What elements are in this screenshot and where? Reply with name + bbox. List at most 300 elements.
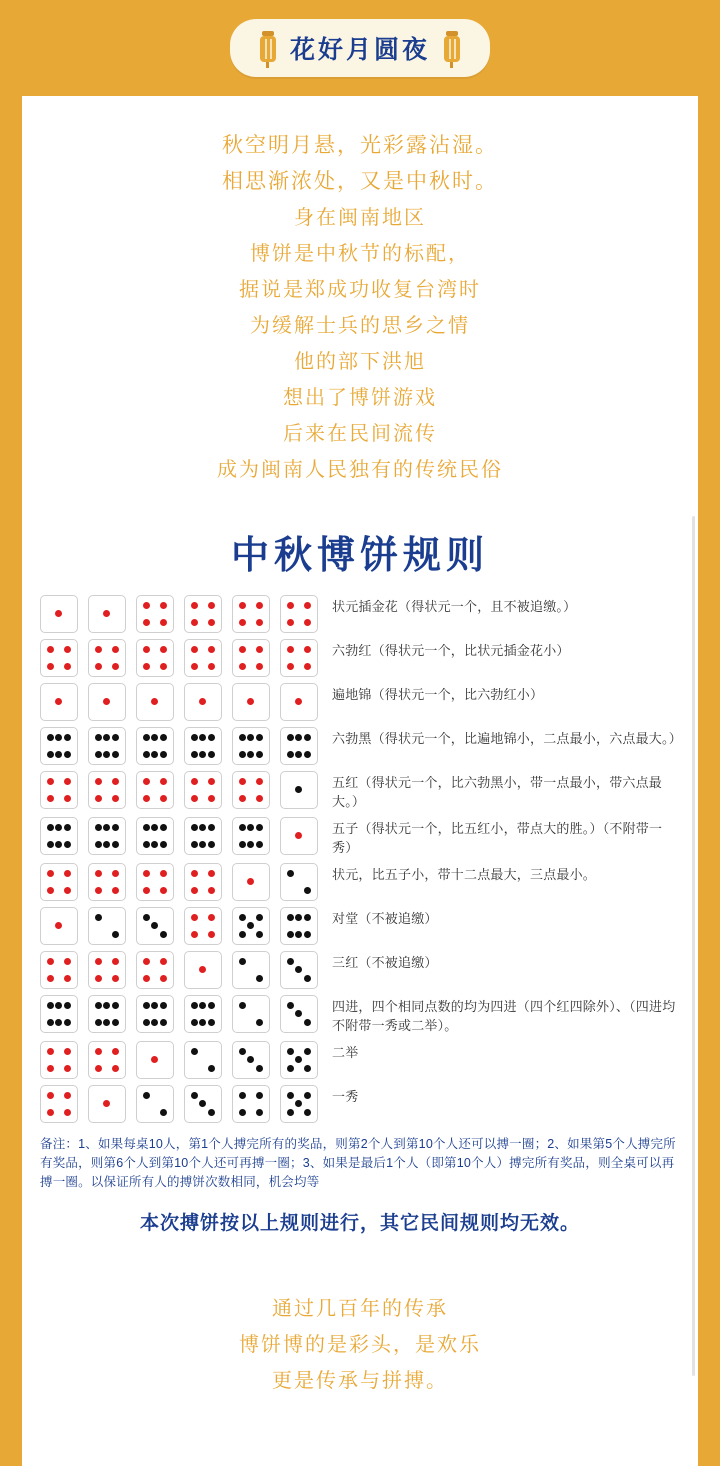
dice-rules-table bbox=[40, 595, 680, 1123]
die-pip bbox=[103, 1100, 110, 1107]
die-pip bbox=[160, 734, 167, 741]
die-pip bbox=[143, 1002, 150, 1009]
die-pip bbox=[143, 841, 150, 848]
die-pip bbox=[55, 698, 62, 705]
die-pip bbox=[287, 602, 294, 609]
die-pip bbox=[160, 751, 167, 758]
die-pip bbox=[143, 958, 150, 965]
die-6 bbox=[88, 817, 126, 855]
rules-final-note: 本次搏饼按以上规则进行，其它民间规则均无效。 bbox=[139, 1213, 580, 1234]
die-pip bbox=[304, 1048, 311, 1055]
die-pip bbox=[95, 1019, 102, 1026]
die-pip bbox=[239, 663, 246, 670]
die-pip bbox=[103, 698, 110, 705]
die-pip bbox=[208, 602, 215, 609]
die-4 bbox=[136, 639, 174, 677]
die-pip bbox=[239, 931, 246, 938]
die-2 bbox=[88, 907, 126, 945]
die-1 bbox=[136, 683, 174, 721]
die-3 bbox=[280, 995, 318, 1033]
dice-rule-row bbox=[40, 907, 680, 945]
die-pip bbox=[239, 751, 246, 758]
dice-group bbox=[40, 1085, 318, 1123]
dice-rule-description: 遍地锦（得状元一个，比六勃红小） bbox=[332, 687, 544, 702]
die-4 bbox=[40, 771, 78, 809]
die-pip bbox=[151, 698, 158, 705]
lantern-icon bbox=[260, 31, 276, 65]
lantern-icon bbox=[444, 31, 460, 65]
die-pip bbox=[143, 663, 150, 670]
die-6 bbox=[280, 727, 318, 765]
die-pip bbox=[239, 795, 246, 802]
scrollbar[interactable] bbox=[692, 516, 695, 1376]
die-pip bbox=[112, 887, 119, 894]
die-pip bbox=[199, 841, 206, 848]
die-pip bbox=[239, 734, 246, 741]
die-pip bbox=[103, 841, 110, 848]
die-pip bbox=[55, 751, 62, 758]
die-pip bbox=[256, 619, 263, 626]
die-pip bbox=[112, 1048, 119, 1055]
die-1 bbox=[280, 817, 318, 855]
die-pip bbox=[95, 1002, 102, 1009]
die-pip bbox=[112, 975, 119, 982]
die-pip bbox=[191, 1019, 198, 1026]
die-pip bbox=[112, 1065, 119, 1072]
die-pip bbox=[287, 619, 294, 626]
die-4 bbox=[40, 1085, 78, 1123]
die-pip bbox=[64, 1019, 71, 1026]
die-pip bbox=[47, 795, 54, 802]
die-1 bbox=[280, 683, 318, 721]
die-4 bbox=[232, 595, 270, 633]
die-pip bbox=[191, 914, 198, 921]
die-pip bbox=[304, 602, 311, 609]
die-pip bbox=[256, 975, 263, 982]
die-pip bbox=[143, 751, 150, 758]
dice-rule-row bbox=[40, 683, 680, 721]
closing-line: 通过几百年的传承 bbox=[272, 1298, 448, 1320]
die-pip bbox=[151, 734, 158, 741]
die-pip bbox=[143, 887, 150, 894]
dice-group bbox=[40, 683, 318, 721]
die-pip bbox=[112, 734, 119, 741]
die-pip bbox=[47, 734, 54, 741]
dice-group bbox=[40, 863, 318, 901]
die-pip bbox=[191, 887, 198, 894]
dice-rule-description: 状元插金花（得状元一个，且不被追缴。） bbox=[332, 599, 577, 614]
poem-line: 博饼是中秋节的标配， bbox=[250, 243, 470, 265]
die-pip bbox=[208, 1065, 215, 1072]
die-pip bbox=[247, 698, 254, 705]
die-pip bbox=[160, 1109, 167, 1116]
die-pip bbox=[103, 734, 110, 741]
dice-rule-row bbox=[40, 1085, 680, 1123]
dice-rule-row bbox=[40, 863, 680, 901]
die-pip bbox=[208, 1019, 215, 1026]
die-6 bbox=[88, 727, 126, 765]
dice-group bbox=[40, 639, 318, 677]
die-pip bbox=[47, 841, 54, 848]
dice-rule-description: 状元，比五子小，带十二点最大，三点最小。 bbox=[332, 867, 597, 882]
die-pip bbox=[160, 778, 167, 785]
die-pip bbox=[208, 778, 215, 785]
die-6 bbox=[232, 817, 270, 855]
die-6 bbox=[280, 907, 318, 945]
die-pip bbox=[47, 1092, 54, 1099]
die-pip bbox=[95, 663, 102, 670]
die-pip bbox=[239, 958, 246, 965]
poem-line: 据说是郑成功收复台湾时 bbox=[239, 279, 481, 301]
die-pip bbox=[208, 1002, 215, 1009]
die-pip bbox=[191, 646, 198, 653]
die-pip bbox=[287, 663, 294, 670]
dice-rule-row bbox=[40, 817, 680, 857]
die-pip bbox=[295, 966, 302, 973]
dice-rule-row bbox=[40, 951, 680, 989]
die-1 bbox=[88, 683, 126, 721]
die-pip bbox=[47, 958, 54, 965]
die-pip bbox=[143, 870, 150, 877]
die-pip bbox=[64, 870, 71, 877]
die-pip bbox=[112, 1019, 119, 1026]
dice-group bbox=[40, 995, 318, 1033]
die-pip bbox=[160, 663, 167, 670]
die-pip bbox=[160, 841, 167, 848]
die-pip bbox=[208, 663, 215, 670]
die-pip bbox=[256, 1019, 263, 1026]
dice-rule-row bbox=[40, 771, 680, 811]
die-pip bbox=[208, 914, 215, 921]
die-6 bbox=[232, 727, 270, 765]
die-6 bbox=[184, 995, 222, 1033]
die-pip bbox=[64, 646, 71, 653]
die-pip bbox=[208, 824, 215, 831]
die-pip bbox=[160, 975, 167, 982]
die-pip bbox=[55, 922, 62, 929]
die-pip bbox=[304, 734, 311, 741]
die-pip bbox=[304, 646, 311, 653]
die-4 bbox=[184, 863, 222, 901]
die-pip bbox=[103, 824, 110, 831]
die-pip bbox=[287, 1109, 294, 1116]
die-4 bbox=[232, 1085, 270, 1123]
die-pip bbox=[151, 751, 158, 758]
die-4 bbox=[136, 863, 174, 901]
die-pip bbox=[287, 870, 294, 877]
die-pip bbox=[95, 958, 102, 965]
die-pip bbox=[64, 975, 71, 982]
die-pip bbox=[47, 751, 54, 758]
die-pip bbox=[95, 778, 102, 785]
die-pip bbox=[295, 1010, 302, 1017]
die-pip bbox=[47, 1002, 54, 1009]
die-6 bbox=[184, 817, 222, 855]
die-pip bbox=[239, 824, 246, 831]
die-pip bbox=[64, 887, 71, 894]
poem-line: 想出了博饼游戏 bbox=[283, 387, 437, 409]
die-pip bbox=[287, 914, 294, 921]
die-pip bbox=[95, 734, 102, 741]
dice-group bbox=[40, 1041, 318, 1079]
die-5 bbox=[280, 1041, 318, 1079]
die-1 bbox=[184, 951, 222, 989]
die-pip bbox=[295, 1056, 302, 1063]
die-pip bbox=[191, 824, 198, 831]
die-4 bbox=[136, 771, 174, 809]
die-pip bbox=[64, 958, 71, 965]
die-pip bbox=[239, 602, 246, 609]
die-pip bbox=[191, 1002, 198, 1009]
die-pip bbox=[112, 958, 119, 965]
die-pip bbox=[208, 1109, 215, 1116]
die-pip bbox=[256, 751, 263, 758]
die-pip bbox=[304, 887, 311, 894]
die-2 bbox=[232, 951, 270, 989]
die-pip bbox=[47, 1048, 54, 1055]
die-pip bbox=[160, 1002, 167, 1009]
die-pip bbox=[64, 1048, 71, 1055]
die-pip bbox=[55, 841, 62, 848]
die-pip bbox=[112, 795, 119, 802]
dice-rule-description: 一秀 bbox=[332, 1089, 359, 1104]
die-pip bbox=[287, 1092, 294, 1099]
die-pip bbox=[256, 646, 263, 653]
die-pip bbox=[112, 931, 119, 938]
dice-rule-description: 二举 bbox=[332, 1045, 359, 1060]
die-3 bbox=[232, 1041, 270, 1079]
poem-line: 为缓解士兵的思乡之情 bbox=[250, 315, 470, 337]
dice-rule-row bbox=[40, 595, 680, 633]
die-pip bbox=[208, 841, 215, 848]
die-pip bbox=[287, 734, 294, 741]
die-pip bbox=[256, 1092, 263, 1099]
die-pip bbox=[295, 931, 302, 938]
poem-line: 成为闽南人民独有的传统民俗 bbox=[217, 459, 503, 481]
die-4 bbox=[88, 1041, 126, 1079]
die-pip bbox=[47, 870, 54, 877]
die-2 bbox=[280, 863, 318, 901]
die-pip bbox=[151, 1056, 158, 1063]
die-pip bbox=[304, 751, 311, 758]
die-pip bbox=[95, 646, 102, 653]
die-4 bbox=[136, 951, 174, 989]
die-pip bbox=[95, 1065, 102, 1072]
closing-line: 博饼博的是彩头，是欢乐 bbox=[239, 1334, 481, 1356]
die-pip bbox=[64, 841, 71, 848]
die-pip bbox=[95, 870, 102, 877]
die-pip bbox=[239, 1048, 246, 1055]
die-1 bbox=[88, 1085, 126, 1123]
die-pip bbox=[199, 698, 206, 705]
die-1 bbox=[40, 595, 78, 633]
die-pip bbox=[112, 778, 119, 785]
die-pip bbox=[47, 778, 54, 785]
poem-line: 他的部下洪旭 bbox=[294, 351, 426, 373]
die-pip bbox=[95, 751, 102, 758]
die-pip bbox=[143, 824, 150, 831]
die-pip bbox=[199, 966, 206, 973]
die-4 bbox=[40, 863, 78, 901]
poem-line: 秋空明月悬，光彩露沾湿。 bbox=[222, 134, 498, 157]
die-pip bbox=[304, 1019, 311, 1026]
die-pip bbox=[47, 975, 54, 982]
die-2 bbox=[232, 995, 270, 1033]
content-card bbox=[22, 96, 698, 1466]
die-pip bbox=[55, 824, 62, 831]
die-pip bbox=[295, 751, 302, 758]
die-pip bbox=[287, 646, 294, 653]
die-pip bbox=[151, 841, 158, 848]
die-1 bbox=[136, 1041, 174, 1079]
die-4 bbox=[232, 639, 270, 677]
die-pip bbox=[64, 778, 71, 785]
poem-line: 后来在民间流传 bbox=[283, 423, 437, 445]
die-6 bbox=[136, 727, 174, 765]
die-pip bbox=[304, 619, 311, 626]
die-1 bbox=[40, 683, 78, 721]
die-pip bbox=[160, 870, 167, 877]
die-pip bbox=[112, 824, 119, 831]
die-pip bbox=[256, 931, 263, 938]
die-pip bbox=[256, 1109, 263, 1116]
die-pip bbox=[239, 619, 246, 626]
die-pip bbox=[304, 975, 311, 982]
die-4 bbox=[88, 771, 126, 809]
dice-rule-description: 四进，四个相同点数的均为四进（四个红四除外）、（四进均不附带一秀或二举）。 bbox=[332, 999, 676, 1033]
die-pip bbox=[287, 751, 294, 758]
die-pip bbox=[160, 602, 167, 609]
die-pip bbox=[247, 734, 254, 741]
die-4 bbox=[184, 639, 222, 677]
die-pip bbox=[191, 778, 198, 785]
die-pip bbox=[64, 734, 71, 741]
die-4 bbox=[280, 639, 318, 677]
die-pip bbox=[151, 1019, 158, 1026]
die-pip bbox=[143, 778, 150, 785]
die-pip bbox=[143, 1092, 150, 1099]
die-pip bbox=[247, 751, 254, 758]
die-pip bbox=[103, 751, 110, 758]
die-pip bbox=[199, 1100, 206, 1107]
die-pip bbox=[239, 1109, 246, 1116]
die-pip bbox=[191, 795, 198, 802]
die-pip bbox=[208, 870, 215, 877]
die-6 bbox=[136, 995, 174, 1033]
die-1 bbox=[184, 683, 222, 721]
die-pip bbox=[143, 619, 150, 626]
die-pip bbox=[247, 824, 254, 831]
die-pip bbox=[151, 1002, 158, 1009]
die-pip bbox=[112, 663, 119, 670]
die-pip bbox=[208, 931, 215, 938]
die-6 bbox=[136, 817, 174, 855]
dice-rule-row bbox=[40, 995, 680, 1035]
die-pip bbox=[160, 646, 167, 653]
die-pip bbox=[95, 914, 102, 921]
die-4 bbox=[136, 595, 174, 633]
die-pip bbox=[47, 887, 54, 894]
die-pip bbox=[239, 914, 246, 921]
die-4 bbox=[88, 639, 126, 677]
die-pip bbox=[143, 646, 150, 653]
die-pip bbox=[295, 1100, 302, 1107]
die-pip bbox=[160, 958, 167, 965]
dice-rule-row bbox=[40, 727, 680, 765]
die-pip bbox=[55, 610, 62, 617]
die-pip bbox=[208, 887, 215, 894]
die-pip bbox=[208, 751, 215, 758]
die-4 bbox=[88, 863, 126, 901]
poem-block bbox=[22, 114, 698, 498]
die-1 bbox=[232, 683, 270, 721]
die-pip bbox=[112, 841, 119, 848]
die-pip bbox=[160, 619, 167, 626]
die-pip bbox=[160, 795, 167, 802]
die-pip bbox=[304, 1109, 311, 1116]
dice-group bbox=[40, 817, 318, 855]
die-pip bbox=[256, 841, 263, 848]
die-pip bbox=[160, 887, 167, 894]
die-pip bbox=[256, 824, 263, 831]
die-pip bbox=[95, 1048, 102, 1055]
die-pip bbox=[143, 1019, 150, 1026]
die-pip bbox=[287, 958, 294, 965]
die-pip bbox=[304, 931, 311, 938]
die-1 bbox=[280, 771, 318, 809]
title-banner bbox=[230, 19, 490, 77]
die-pip bbox=[191, 751, 198, 758]
die-pip bbox=[143, 734, 150, 741]
die-pip bbox=[256, 914, 263, 921]
die-pip bbox=[95, 795, 102, 802]
die-1 bbox=[232, 863, 270, 901]
die-pip bbox=[112, 646, 119, 653]
die-pip bbox=[208, 619, 215, 626]
closing-block bbox=[22, 1291, 698, 1419]
die-pip bbox=[256, 795, 263, 802]
die-pip bbox=[191, 870, 198, 877]
dice-rule-description: 五子（得状元一个，比五红小，带点大的胜。）（不附带一秀） bbox=[332, 821, 663, 855]
dice-group bbox=[40, 595, 318, 633]
die-pip bbox=[304, 1092, 311, 1099]
die-pip bbox=[103, 610, 110, 617]
die-pip bbox=[256, 734, 263, 741]
die-pip bbox=[112, 751, 119, 758]
die-pip bbox=[295, 786, 302, 793]
die-pip bbox=[191, 734, 198, 741]
die-pip bbox=[256, 1065, 263, 1072]
die-pip bbox=[143, 602, 150, 609]
die-pip bbox=[160, 931, 167, 938]
die-pip bbox=[199, 1019, 206, 1026]
die-pip bbox=[199, 1002, 206, 1009]
die-pip bbox=[287, 1048, 294, 1055]
die-4 bbox=[40, 1041, 78, 1079]
die-1 bbox=[88, 595, 126, 633]
die-pip bbox=[295, 698, 302, 705]
die-4 bbox=[184, 907, 222, 945]
die-pip bbox=[103, 1019, 110, 1026]
die-3 bbox=[184, 1085, 222, 1123]
die-pip bbox=[64, 1092, 71, 1099]
die-pip bbox=[239, 841, 246, 848]
die-pip bbox=[199, 734, 206, 741]
die-pip bbox=[151, 922, 158, 929]
die-pip bbox=[112, 870, 119, 877]
die-pip bbox=[304, 1065, 311, 1072]
die-pip bbox=[256, 602, 263, 609]
